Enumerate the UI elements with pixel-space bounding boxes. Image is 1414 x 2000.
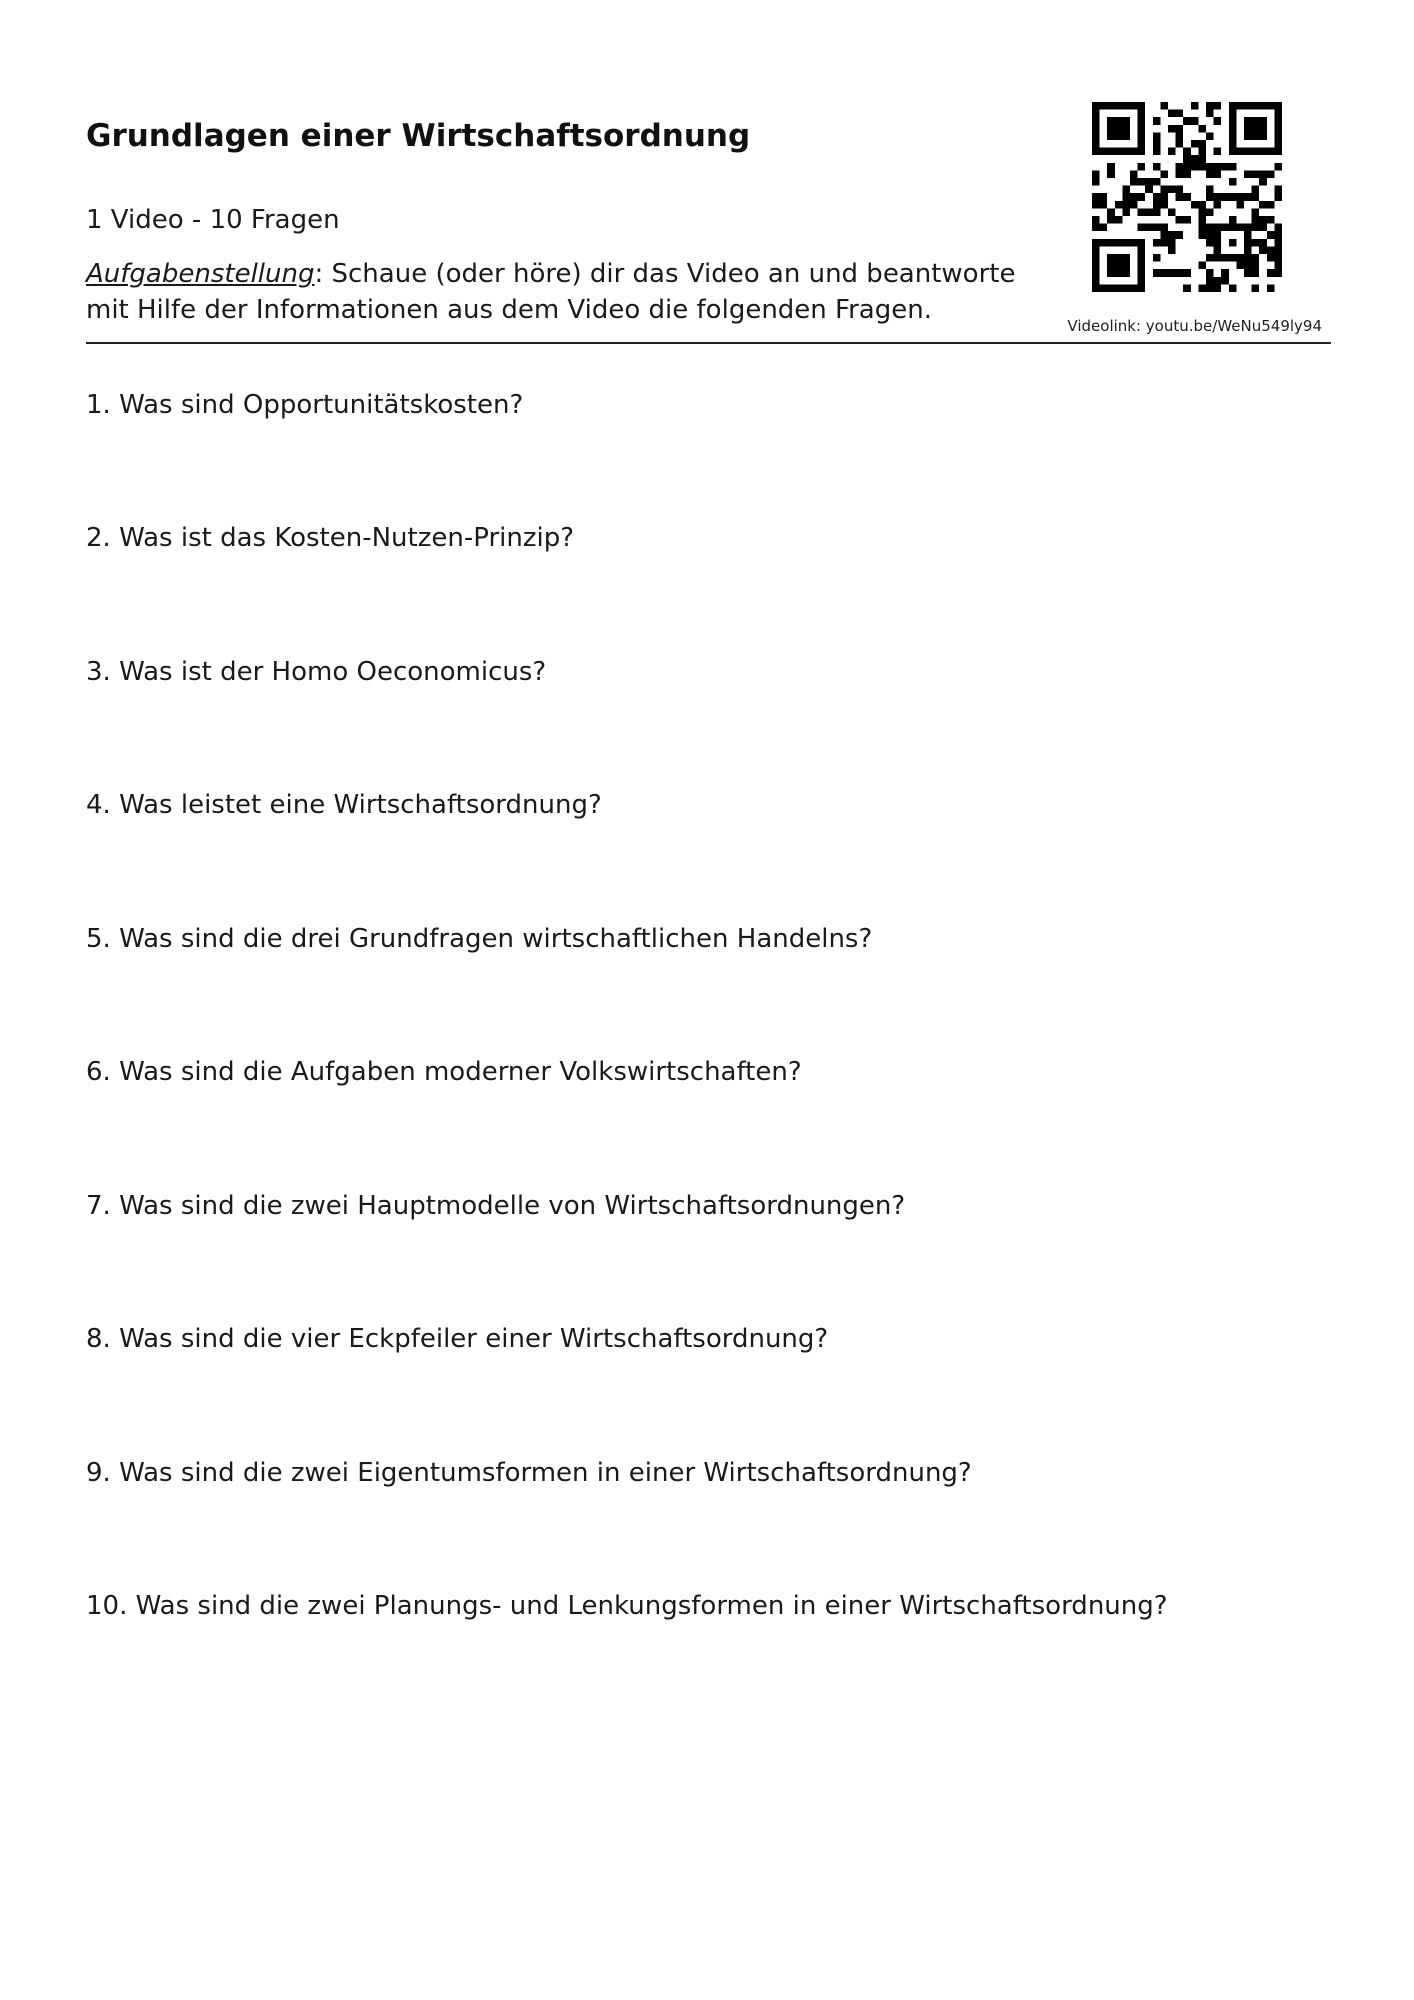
question-item: 2. Was ist das Kosten-Nutzen-Prinzip? — [86, 523, 575, 553]
question-item: 7. Was sind die zwei Hauptmodelle von Wirtschaftsordnungen? — [86, 1191, 906, 1221]
video-link[interactable]: Videolink: youtu.be/WeNu549ly94 — [1067, 317, 1322, 335]
question-item: 4. Was leistet eine Wirtschaftsordnung? — [86, 790, 602, 820]
question-item: 3. Was ist der Homo Oeconomicus? — [86, 657, 547, 687]
qr-code-icon[interactable] — [1092, 102, 1282, 292]
question-item: 1. Was sind Opportunitätskosten? — [86, 390, 524, 420]
question-item: 8. Was sind die vier Eckpfeiler einer Wirtschaftsordnung? — [86, 1324, 829, 1354]
task-text: : Schaue (oder höre) dir das Video an und beantworte mit Hilfe der Informationen aus dem Video die folgenden Fragen. — [86, 259, 1016, 325]
task-label: Aufgabenstellung — [86, 259, 315, 289]
page-title: Grundlagen einer Wirtschaftsordnung — [86, 118, 751, 154]
question-item: 6. Was sind die Aufgaben moderner Volkswirtschaften? — [86, 1057, 802, 1087]
task-instructions — [86, 256, 1026, 328]
header-divider — [86, 342, 1331, 344]
question-item: 10. Was sind die zwei Planungs- und Lenkungsformen in einer Wirtschaftsordnung? — [86, 1591, 1168, 1621]
subtitle: 1 Video - 10 Fragen — [86, 205, 340, 235]
question-item: 5. Was sind die drei Grundfragen wirtschaftlichen Handelns? — [86, 924, 873, 954]
question-item: 9. Was sind die zwei Eigentumsformen in einer Wirtschaftsordnung? — [86, 1458, 972, 1488]
